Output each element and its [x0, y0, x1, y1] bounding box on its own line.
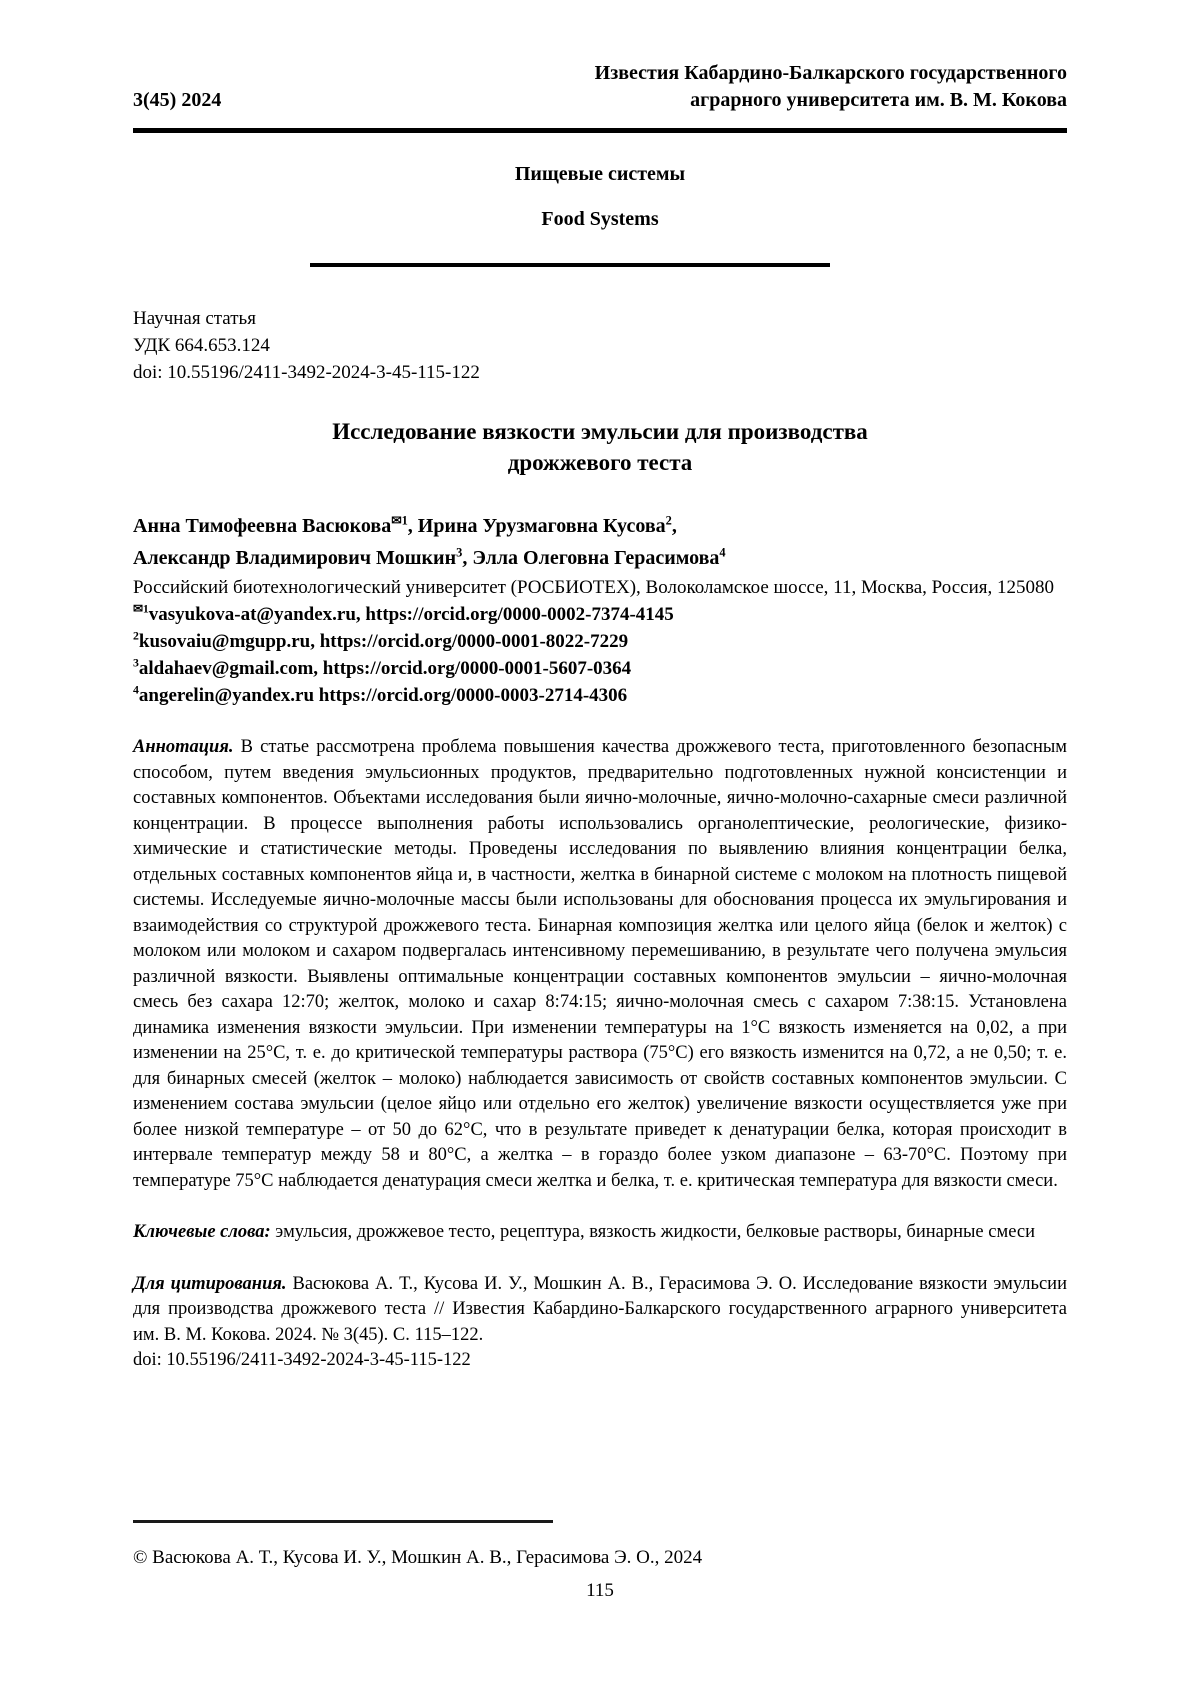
contact-line [133, 628, 1067, 655]
contact-email-orcid: vasyukova-at@yandex.ru, https://orcid.org/0000-0002-7374-4145 [148, 604, 674, 625]
abstract-text: В статье рассмотрена проблема повышения качества дрожжевого теста, приготовленного безопасным способом, путем введения эмульсионных продуктов, предварительно подготовленных нужной консистенции и составных компонентов. Объектами исследования были яично-молочные, яично-молочно-сахарные смеси различной концентрации. В процессе выполнения работы использовались органолептические, реологические, физико-химические и статистические методы. Проведены исследования по выявлению влияния концентрации белка, отдельных составных компонентов яйца и, в частности, желтка в бинарной системе с молоком на плотность пищевой системы. Исследуемые яично-молочные массы были использованы для обоснования процесса их эмульгирования и взаимодействия со структурой дрожжевого теста. Бинарная композиция желтка или целого яйца (белок и желток) с молоком или молоком и сахаром подвергалась интенсивному перемешиванию, в результате чего получена эмульсия различной вязкости. Выявлены оптимальные концентрации составных компонентов эмульсии – яично-молочная смесь без сахара 12:70; желток, молоко и сахар 8:74:15; яично-молочная смесь с сахаром 7:38:15. Установлена динамика изменения вязкости эмульсии. При изменении температуры на 1°С вязкость изменяется на 0,02, а при изменении на 25°С, т. е. до критической температуры раствора (75°С) его вязкость изменится на 0,72, а не 0,50; т. е. для бинарных смесей (желток – молоко) наблюдается зависимость от свойств составных компонентов эмульсии. С изменением состава эмульсии (целое яйцо или отдельно его желток) увеличение вязкости осуществляется уже при более низкой температуре – от 50 до 62°С, что в результате приведет к денатурации белка, которая происходит в интервале температур между 58 и 80°С, а желтка – в гораздо более узком диапазоне – 63-70°С. Поэтому при температуре 75°С наблюдается денатурация смеси желтка и белка, т. е. критическая температура для вязкости смеси. [133, 737, 1067, 1191]
section-divider [310, 263, 830, 267]
journal-title [595, 60, 1067, 114]
contact-sup-4: 4 [133, 683, 139, 697]
author-sup-3: 3 [456, 545, 463, 560]
keywords-text: эмульсия, дрожжевое тесто, рецептура, вязкость жидкости, белковые растворы, бинарные смеси [270, 1222, 1035, 1242]
keywords-label: Ключевые слова: [133, 1222, 271, 1242]
contacts-block [133, 601, 1067, 709]
abstract-label: Аннотация. [133, 737, 234, 757]
article-title-line1: Исследование вязкости эмульсии для производства [332, 419, 868, 444]
contact-email-orcid: angerelin@yandex.ru https://orcid.org/0000-0003-2714-4306 [138, 685, 628, 706]
abstract [133, 735, 1067, 1194]
authors-line2 [133, 542, 1067, 574]
page-content [133, 60, 1067, 1374]
journal-title-line2: аграрного университета им. В. М. Кокова [690, 89, 1067, 111]
citation-text: Васюкова А. Т., Кусова И. У., Мошкин А. В., Герасимова Э. О. Исследование вязкости эмульсии для производства дрожжевого теста // Известия Кабардино-Балкарского государственного аграрного университета им. В. М. Кокова. 2024. № 3(45). С. 115–122. [133, 1273, 1067, 1345]
issue-number: 3(45) 2024 [133, 89, 222, 111]
contact-line [133, 682, 1067, 709]
contact-sup-2: 2 [133, 629, 139, 643]
contact-sup-3: 3 [133, 656, 139, 670]
article-title-line2: дрожжевого теста [507, 450, 693, 475]
doi-header: doi: 10.55196/2411-3492-2024-3-45-115-122 [133, 362, 480, 383]
contact-line [133, 655, 1067, 682]
article-meta [133, 305, 1067, 386]
section-title-ru: Пищевые системы [514, 163, 686, 185]
author-separator: , [671, 515, 677, 537]
keywords [133, 1220, 1067, 1246]
authors-block [133, 510, 1067, 709]
author-name: , Ирина Урузмаговна Кусова [407, 515, 666, 537]
page-header [133, 60, 1067, 114]
contact-email-orcid: kusovaiu@mgupp.ru, https://orcid.org/0000-0001-8022-7229 [138, 631, 629, 652]
contact-sup-envelope-1: ✉1 [133, 602, 149, 616]
author-name: , Элла Олеговна Герасимова [462, 547, 720, 569]
author-sup-envelope-1: ✉1 [391, 513, 408, 528]
author-sup-4: 4 [719, 545, 726, 560]
page-number: 115 [586, 1580, 614, 1601]
author-name: Александр Владимирович Мошкин [133, 547, 457, 569]
citation-label: Для цитирования. [133, 1273, 287, 1294]
citation [133, 1272, 1067, 1349]
journal-title-line1: Известия Кабардино-Балкарского государственного [594, 62, 1067, 84]
contact-email-orcid: aldahaev@gmail.com, https://orcid.org/0000-0001-5607-0364 [138, 658, 632, 679]
header-rule [133, 128, 1067, 133]
citation-doi: doi: 10.55196/2411-3492-2024-3-45-115-122 [133, 1350, 471, 1370]
article-type: Научная статья [133, 308, 256, 329]
copyright-line: © Васюкова А. Т., Кусова И. У., Мошкин А. В., Герасимова Э. О., 2024 [133, 1547, 703, 1568]
contact-line [133, 601, 1067, 628]
footnote-rule [133, 1520, 553, 1523]
udc-number: УДК 664.653.124 [133, 335, 270, 356]
author-name: Анна Тимофеевна Васюкова [133, 515, 392, 537]
author-sup-2: 2 [665, 513, 672, 528]
authors-line1 [133, 510, 1067, 542]
affiliation: Российский биотехнологический университет (РОСБИОТЕХ), Волоколамское шоссе, 11, Москва, Россия, 125080 [133, 577, 1054, 598]
section-title-en: Food Systems [541, 208, 659, 230]
article-title [133, 416, 1067, 478]
